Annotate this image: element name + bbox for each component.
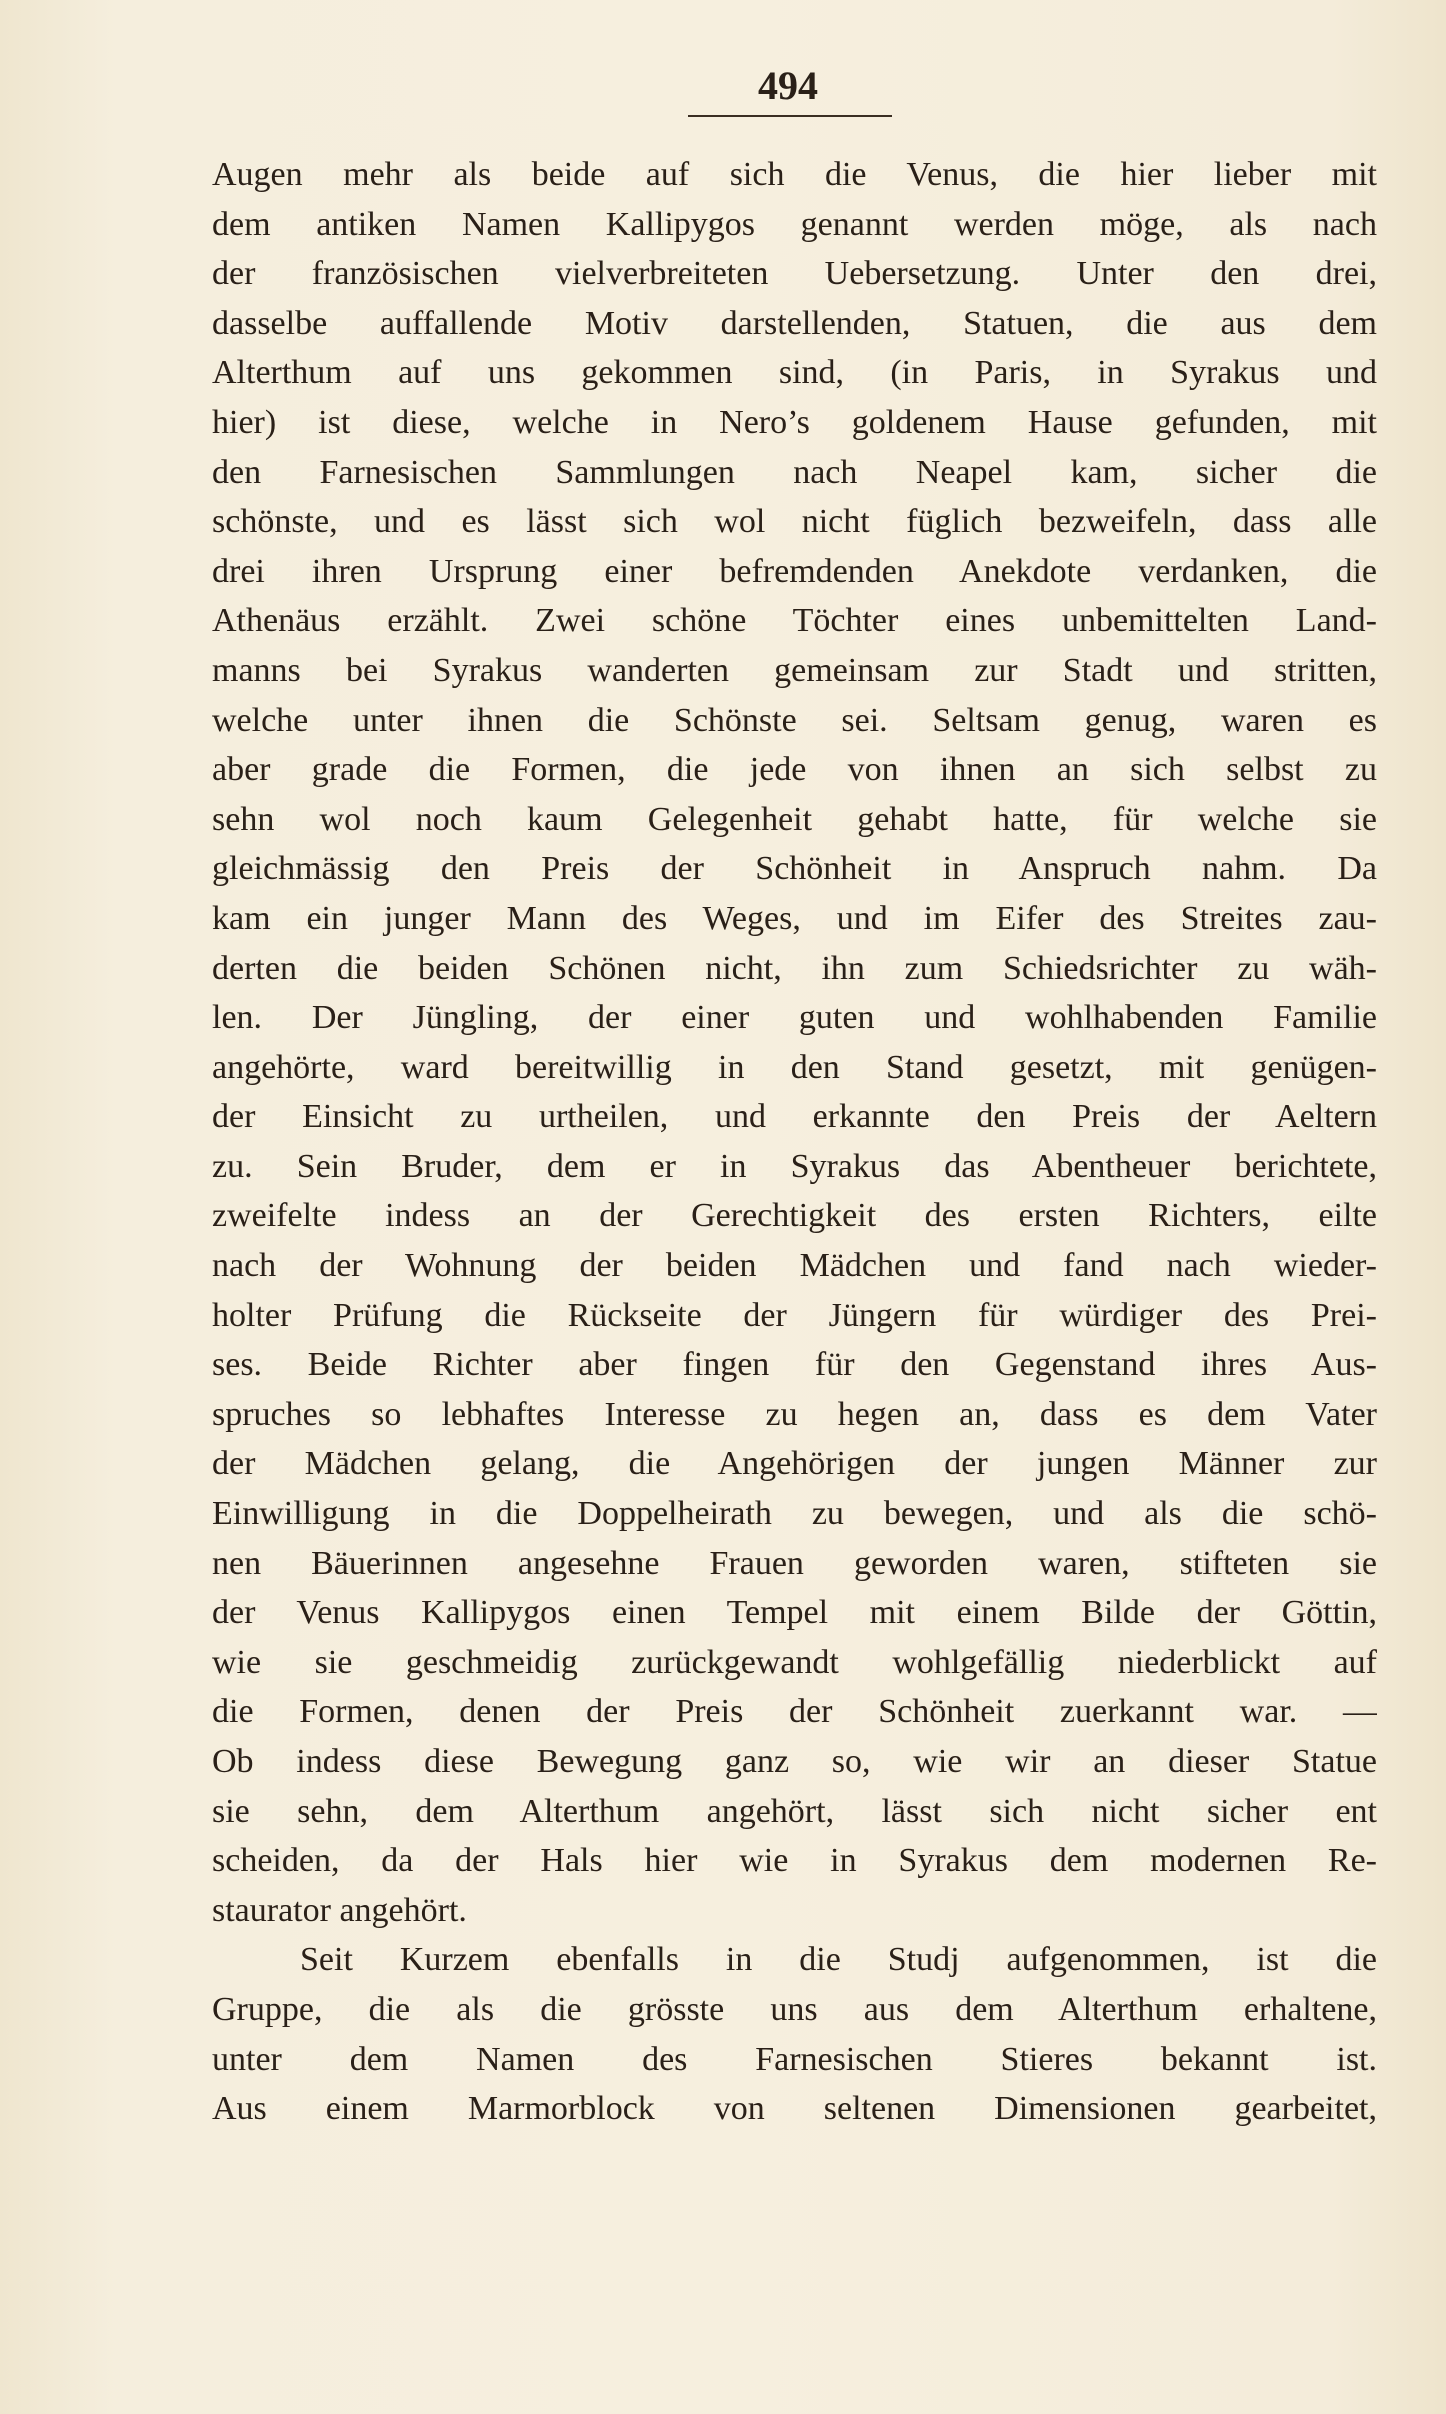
text-line: spruches so lebhaftes Interesse zu hegen an, dass es dem Vater: [212, 1395, 1377, 1433]
text-line-paragraph-start: Seit Kurzem ebenfalls in die Studj aufgenommen, ist die: [300, 1941, 1377, 1979]
text-line: Aus einem Marmorblock von seltenen Dimensionen gearbeitet,: [212, 2090, 1377, 2128]
text-line: der französischen vielverbreiteten Uebersetzung. Unter den drei,: [212, 255, 1377, 293]
text-line: angehörte, ward bereitwillig in den Stand gesetzt, mit genügen-: [212, 1048, 1377, 1086]
text-line: unter dem Namen des Farnesischen Stieres bekannt ist.: [212, 2040, 1377, 2078]
text-line-paragraph-end: staurator angehört.: [212, 1891, 467, 1929]
text-line: gleichmässig den Preis der Schönheit in Anspruch nahm. Da: [212, 850, 1377, 888]
body-text: [212, 150, 1377, 2134]
text-line: den Farnesischen Sammlungen nach Neapel kam, sicher die: [212, 453, 1377, 491]
text-line: die Formen, denen der Preis der Schönheit zuerkannt war. —: [212, 1693, 1377, 1731]
text-line: dasselbe auffallende Motiv darstellenden, Statuen, die aus dem: [212, 304, 1377, 342]
text-line: Ob indess diese Bewegung ganz so, wie wir an dieser Statue: [212, 1743, 1377, 1780]
text-line: len. Der Jüngling, der einer guten und wohlhabenden Familie: [212, 999, 1377, 1037]
text-line: manns bei Syrakus wanderten gemeinsam zur Stadt und stritten,: [212, 651, 1377, 689]
text-line: sie sehn, dem Alterthum angehört, lässt sich nicht sicher ent: [212, 1792, 1377, 1830]
page-number: 494: [758, 63, 818, 108]
text-line: hier) ist diese, welche in Nero’s goldenem Hause gefunden, mit: [212, 403, 1377, 441]
text-line: Gruppe, die als die grösste uns aus dem Alterthum erhaltene,: [212, 1990, 1377, 2028]
text-line: Augen mehr als beide auf sich die Venus, die hier lieber mit: [212, 156, 1377, 193]
text-line: der Venus Kallipygos einen Tempel mit einem Bilde der Göttin,: [212, 1594, 1377, 1632]
text-line: drei ihren Ursprung einer befremdenden Anekdote verdanken, die: [212, 552, 1377, 590]
text-line: zweifelte indess an der Gerechtigkeit des ersten Richters, eilte: [212, 1197, 1377, 1235]
text-line: nach der Wohnung der beiden Mädchen und fand nach wieder-: [212, 1247, 1377, 1285]
text-line: Einwilligung in die Doppelheirath zu bewegen, und als die schö-: [212, 1495, 1377, 1533]
text-line: wie sie geschmeidig zurückgewandt wohlgefällig niederblickt auf: [212, 1643, 1377, 1681]
text-line: dem antiken Namen Kallipygos genannt werden möge, als nach: [212, 205, 1377, 243]
page-number-rule: [688, 115, 892, 117]
text-line: derten die beiden Schönen nicht, ihn zum Schiedsrichter zu wäh-: [212, 949, 1377, 987]
text-line: der Mädchen gelang, die Angehörigen der jungen Männer zur: [212, 1445, 1377, 1483]
text-line: aber grade die Formen, die jede von ihnen an sich selbst zu: [212, 751, 1377, 789]
text-line: ses. Beide Richter aber fingen für den Gegenstand ihres Aus-: [212, 1346, 1377, 1384]
text-line: Alterthum auf uns gekommen sind, (in Paris, in Syrakus und: [212, 354, 1377, 392]
text-line: sehn wol noch kaum Gelegenheit gehabt hatte, für welche sie: [212, 800, 1377, 838]
text-line: schönste, und es lässt sich wol nicht füglich bezweifeln, dass alle: [212, 503, 1377, 541]
text-line: welche unter ihnen die Schönste sei. Seltsam genug, waren es: [212, 701, 1377, 739]
text-line: der Einsicht zu urtheilen, und erkannte den Preis der Aeltern: [212, 1098, 1377, 1136]
text-line: scheiden, da der Hals hier wie in Syrakus dem modernen Re-: [212, 1842, 1377, 1880]
text-line: holter Prüfung die Rückseite der Jüngern für würdiger des Prei-: [212, 1296, 1377, 1334]
text-line: Athenäus erzählt. Zwei schöne Töchter eines unbemittelten Land-: [212, 602, 1377, 640]
text-line: zu. Sein Bruder, dem er in Syrakus das Abentheuer berichtete,: [212, 1147, 1377, 1185]
text-line: nen Bäuerinnen angesehne Frauen geworden waren, stifteten sie: [212, 1544, 1377, 1582]
text-line: kam ein junger Mann des Weges, und im Eifer des Streites zau-: [212, 899, 1377, 937]
